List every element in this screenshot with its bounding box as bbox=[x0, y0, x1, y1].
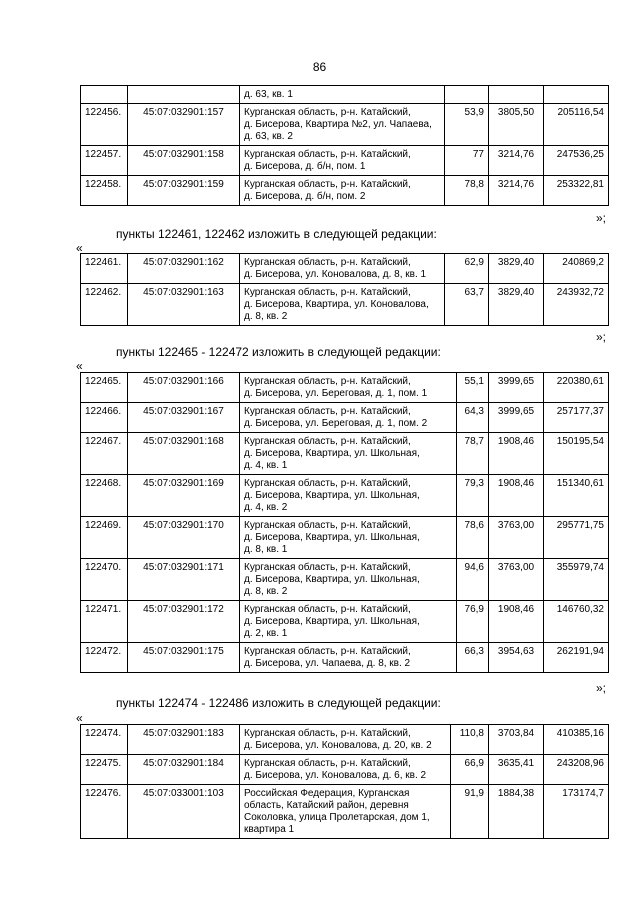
total-cell: 151340,61 bbox=[544, 475, 609, 517]
total-cell: 146760,32 bbox=[544, 601, 609, 643]
cadastral-number-cell: 45:07:032901:170 bbox=[128, 517, 240, 559]
cadastral-number-cell: 45:07:032901:168 bbox=[128, 433, 240, 475]
address-line: д. Бисерова, Квартира, ул. Школьная, bbox=[244, 532, 420, 543]
closing-quote-3: »; bbox=[596, 681, 607, 695]
opening-quote-2: « bbox=[76, 359, 83, 373]
total-cell: 410385,16 bbox=[544, 725, 609, 755]
total-cell: 257177,37 bbox=[544, 403, 609, 433]
address-line: д. 8, кв. 2 bbox=[244, 311, 288, 322]
table-1 bbox=[80, 85, 609, 206]
address-line: Курганская область, р-н. Катайский, bbox=[244, 436, 411, 447]
price-cell: 3999,65 bbox=[489, 373, 544, 403]
row-number-cell: 122470. bbox=[81, 559, 128, 601]
table-3 bbox=[80, 372, 609, 673]
address-line: Курганская область, р-н. Катайский, bbox=[244, 728, 411, 739]
address-line: д. Бисерова, Квартира, ул. Школьная, bbox=[244, 490, 420, 501]
address-line: д. 4, кв. 2 bbox=[244, 502, 288, 513]
address-line: д. Бисерова, Квартира, ул. Школьная, bbox=[244, 616, 420, 627]
address-cell bbox=[240, 284, 445, 326]
address-line: д. Бисерова, ул. Чапаева, д. 8, кв. 2 bbox=[244, 658, 411, 669]
table-row bbox=[81, 373, 609, 403]
cadastral-number-cell: 45:07:033001:103 bbox=[128, 785, 240, 839]
cadastral-number-cell: 45:07:032901:172 bbox=[128, 601, 240, 643]
table-row bbox=[81, 176, 609, 206]
row-number-cell: 122471. bbox=[81, 601, 128, 643]
address-line: Курганская область, р-н. Катайский, bbox=[244, 257, 411, 268]
paragraph-1: пункты 122461, 122462 изложить в следующей редакции: bbox=[116, 227, 437, 241]
table-row bbox=[81, 601, 609, 643]
table-row bbox=[81, 517, 609, 559]
table-4 bbox=[80, 724, 609, 839]
address-cell bbox=[240, 254, 445, 284]
total-cell: 253322,81 bbox=[544, 176, 609, 206]
cadastral-number-cell: 45:07:032901:167 bbox=[128, 403, 240, 433]
area-cell: 78,7 bbox=[457, 433, 489, 475]
row-number-cell: 122472. bbox=[81, 643, 128, 673]
price-cell: 3763,00 bbox=[489, 559, 544, 601]
cadastral-number-cell: 45:07:032901:158 bbox=[128, 146, 240, 176]
address-line: Курганская область, р-н. Катайский, bbox=[244, 604, 411, 615]
address-line: д. Бисерова, ул. Береговая, д. 1, пом. 1 bbox=[244, 388, 428, 399]
address-line: д. 63, кв. 2 bbox=[244, 131, 293, 142]
area-cell: 76,9 bbox=[457, 601, 489, 643]
table-row bbox=[81, 725, 609, 755]
address-line: д. Бисерова, ул. Коновалова, д. 20, кв. 2 bbox=[244, 740, 432, 751]
price-cell: 1908,46 bbox=[489, 601, 544, 643]
row-number-cell: 122475. bbox=[81, 755, 128, 785]
table-row bbox=[81, 104, 609, 146]
address-line: Соколовка, улица Пролетарская, дом 1, bbox=[244, 812, 430, 823]
address-line: Курганская область, р-н. Катайский, bbox=[244, 646, 411, 657]
price-cell: 3635,41 bbox=[489, 755, 544, 785]
address-line: д. 4, кв. 1 bbox=[244, 460, 288, 471]
page-number: 86 bbox=[312, 60, 327, 74]
table-row bbox=[81, 433, 609, 475]
address-cell bbox=[240, 517, 457, 559]
area-cell: 110,8 bbox=[451, 725, 489, 755]
opening-quote-1: « bbox=[76, 241, 83, 255]
cadastral-number-cell: 45:07:032901:183 bbox=[128, 725, 240, 755]
area-cell: 64,3 bbox=[457, 403, 489, 433]
total-cell: 243208,96 bbox=[544, 755, 609, 785]
address-line: д. 63, кв. 1 bbox=[244, 89, 293, 100]
cadastral-number-cell: 45:07:032901:166 bbox=[128, 373, 240, 403]
price-cell: 1884,38 bbox=[489, 785, 544, 839]
address-line: Курганская область, р-н. Катайский, bbox=[244, 562, 411, 573]
row-number-cell: 122456. bbox=[81, 104, 128, 146]
total-cell bbox=[544, 86, 609, 104]
row-number-cell: 122465. bbox=[81, 373, 128, 403]
address-cell bbox=[240, 146, 445, 176]
cadastral-number-cell: 45:07:032901:162 bbox=[128, 254, 240, 284]
address-cell bbox=[240, 725, 451, 755]
area-cell: 55,1 bbox=[457, 373, 489, 403]
address-cell bbox=[240, 403, 457, 433]
address-line: Курганская область, р-н. Катайский, bbox=[244, 287, 411, 298]
address-line: д. 8, кв. 1 bbox=[244, 544, 288, 555]
price-cell: 1908,46 bbox=[489, 475, 544, 517]
area-cell: 62,9 bbox=[445, 254, 489, 284]
address-line: квартира 1 bbox=[244, 824, 295, 835]
price-cell: 3829,40 bbox=[489, 284, 544, 326]
area-cell: 77 bbox=[445, 146, 489, 176]
area-cell: 66,9 bbox=[451, 755, 489, 785]
paragraph-2: пункты 122465 - 122472 изложить в следующей редакции: bbox=[116, 345, 441, 359]
address-line: д. 8, кв. 2 bbox=[244, 586, 288, 597]
total-cell: 205116,54 bbox=[544, 104, 609, 146]
price-cell bbox=[489, 86, 544, 104]
cadastral-number-cell bbox=[128, 86, 240, 104]
area-cell: 53,9 bbox=[445, 104, 489, 146]
total-cell: 247536,25 bbox=[544, 146, 609, 176]
address-line: Курганская область, р-н. Катайский, bbox=[244, 179, 411, 190]
row-number-cell: 122466. bbox=[81, 403, 128, 433]
cadastral-number-cell: 45:07:032901:163 bbox=[128, 284, 240, 326]
address-cell bbox=[240, 559, 457, 601]
table-2 bbox=[80, 253, 609, 326]
row-number-cell: 122468. bbox=[81, 475, 128, 517]
address-cell bbox=[240, 433, 457, 475]
table-row bbox=[81, 755, 609, 785]
row-number-cell bbox=[81, 86, 128, 104]
price-cell: 3214,76 bbox=[489, 146, 544, 176]
table-row bbox=[81, 86, 609, 104]
address-line: д. Бисерова, ул. Береговая, д. 1, пом. 2 bbox=[244, 418, 428, 429]
price-cell: 3763,00 bbox=[489, 517, 544, 559]
address-line: д. Бисерова, Квартира, ул. Школьная, bbox=[244, 574, 420, 585]
total-cell: 262191,94 bbox=[544, 643, 609, 673]
address-line: д. 2, кв. 1 bbox=[244, 628, 288, 639]
price-cell: 1908,46 bbox=[489, 433, 544, 475]
address-line: Курганская область, р-н. Катайский, bbox=[244, 520, 411, 531]
cadastral-number-cell: 45:07:032901:171 bbox=[128, 559, 240, 601]
total-cell: 243932,72 bbox=[544, 284, 609, 326]
address-line: д. Бисерова, Квартира №2, ул. Чапаева, bbox=[244, 119, 432, 130]
total-cell: 173174,7 bbox=[544, 785, 609, 839]
address-cell bbox=[240, 176, 445, 206]
area-cell: 79,3 bbox=[457, 475, 489, 517]
row-number-cell: 122476. bbox=[81, 785, 128, 839]
address-line: д. Бисерова, д. б/н, пом. 2 bbox=[244, 191, 366, 202]
cadastral-number-cell: 45:07:032901:184 bbox=[128, 755, 240, 785]
address-cell bbox=[240, 643, 457, 673]
paragraph-3: пункты 122474 - 122486 изложить в следующей редакции: bbox=[116, 696, 441, 710]
cadastral-number-cell: 45:07:032901:175 bbox=[128, 643, 240, 673]
row-number-cell: 122458. bbox=[81, 176, 128, 206]
address-cell bbox=[240, 601, 457, 643]
address-line: Курганская область, р-н. Катайский, bbox=[244, 376, 411, 387]
row-number-cell: 122469. bbox=[81, 517, 128, 559]
total-cell: 150195,54 bbox=[544, 433, 609, 475]
area-cell: 78,8 bbox=[445, 176, 489, 206]
address-line: Курганская область, р-н. Катайский, bbox=[244, 406, 411, 417]
total-cell: 220380,61 bbox=[544, 373, 609, 403]
closing-quote-2: »; bbox=[596, 330, 607, 344]
address-line: д. Бисерова, Квартира, ул. Школьная, bbox=[244, 448, 420, 459]
address-cell bbox=[240, 373, 457, 403]
table-row bbox=[81, 643, 609, 673]
cadastral-number-cell: 45:07:032901:157 bbox=[128, 104, 240, 146]
closing-quote-1: »; bbox=[596, 211, 607, 225]
address-cell bbox=[240, 104, 445, 146]
address-line: Курганская область, р-н. Катайский, bbox=[244, 478, 411, 489]
address-cell bbox=[240, 475, 457, 517]
price-cell: 3954,63 bbox=[489, 643, 544, 673]
table-row bbox=[81, 403, 609, 433]
row-number-cell: 122457. bbox=[81, 146, 128, 176]
area-cell: 78,6 bbox=[457, 517, 489, 559]
address-line: Курганская область, р-н. Катайский, bbox=[244, 149, 411, 160]
cadastral-number-cell: 45:07:032901:169 bbox=[128, 475, 240, 517]
total-cell: 295771,75 bbox=[544, 517, 609, 559]
address-line: Российская Федерация, Курганская bbox=[244, 788, 410, 799]
table-row bbox=[81, 785, 609, 839]
price-cell: 3829,40 bbox=[489, 254, 544, 284]
address-line: д. Бисерова, д. б/н, пом. 1 bbox=[244, 161, 366, 172]
address-line: Курганская область, р-н. Катайский, bbox=[244, 107, 411, 118]
row-number-cell: 122461. bbox=[81, 254, 128, 284]
address-line: область, Катайский район, деревня bbox=[244, 800, 409, 811]
area-cell: 91,9 bbox=[451, 785, 489, 839]
row-number-cell: 122474. bbox=[81, 725, 128, 755]
address-line: д. Бисерова, ул. Коновалова, д. 8, кв. 1 bbox=[244, 269, 427, 280]
price-cell: 3805,50 bbox=[489, 104, 544, 146]
area-cell: 63,7 bbox=[445, 284, 489, 326]
address-cell bbox=[240, 785, 451, 839]
row-number-cell: 122467. bbox=[81, 433, 128, 475]
cadastral-number-cell: 45:07:032901:159 bbox=[128, 176, 240, 206]
address-line: Курганская область, р-н. Катайский, bbox=[244, 758, 411, 769]
total-cell: 355979,74 bbox=[544, 559, 609, 601]
table-row bbox=[81, 475, 609, 517]
address-cell bbox=[240, 86, 445, 104]
total-cell: 240869,2 bbox=[544, 254, 609, 284]
address-line: д. Бисерова, ул. Коновалова, д. 6, кв. 2 bbox=[244, 770, 427, 781]
area-cell: 94,6 bbox=[457, 559, 489, 601]
area-cell bbox=[445, 86, 489, 104]
price-cell: 3214,76 bbox=[489, 176, 544, 206]
table-row bbox=[81, 254, 609, 284]
price-cell: 3703,84 bbox=[489, 725, 544, 755]
address-cell bbox=[240, 755, 451, 785]
area-cell: 66,3 bbox=[457, 643, 489, 673]
row-number-cell: 122462. bbox=[81, 284, 128, 326]
opening-quote-3: « bbox=[76, 711, 83, 725]
price-cell: 3999,65 bbox=[489, 403, 544, 433]
table-row bbox=[81, 559, 609, 601]
table-row bbox=[81, 146, 609, 176]
address-line: д. Бисерова, Квартира, ул. Коновалова, bbox=[244, 299, 429, 310]
table-row bbox=[81, 284, 609, 326]
